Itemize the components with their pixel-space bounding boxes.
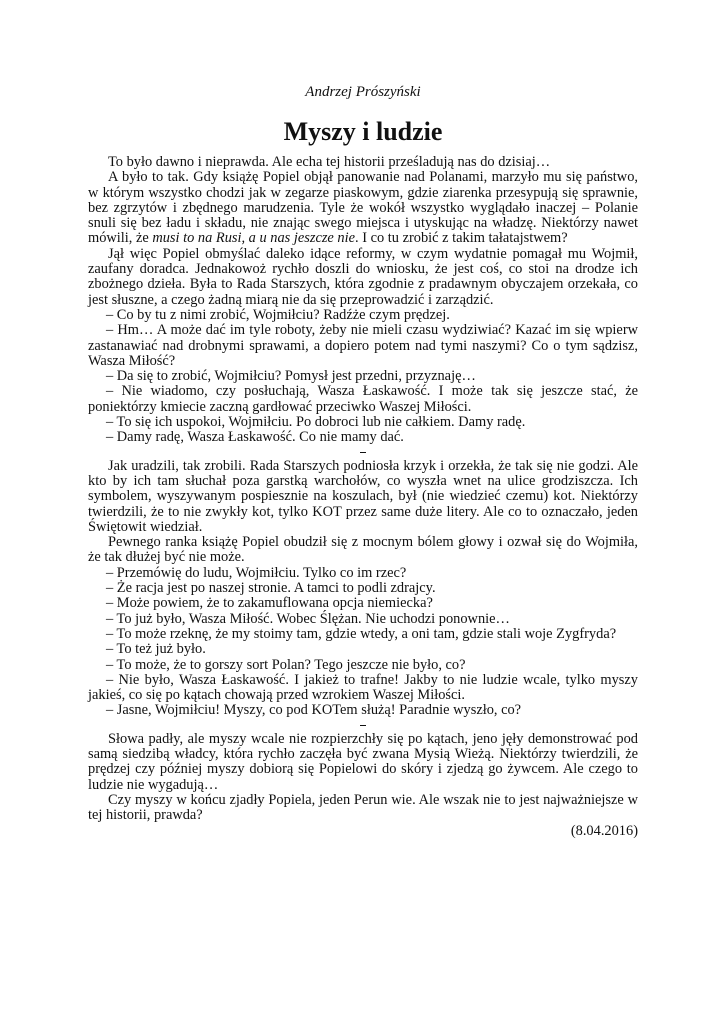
paragraph: Słowa padły, ale myszy wcale nie rozpierzchły się po kątach, jeno jęły demonstrować pod samą siedzibą władcy, która rychło zaczęła być zwana Mysią Wieżą. Niektórzy twierdzili, że prędzej czy później myszy dobiorą się Popielowi do skóry i zjedzą go żywcem. Ale czego to ludzie nie wygadują… [88,730,638,793]
dialogue-line: – To może, że to gorszy sort Polan? Tego jeszcze nie było, co? [106,656,466,673]
section-separator [88,446,638,459]
dialogue-line: – Hm… A może dać im tyle roboty, żeby nie mieli czasu wydziwiać? Kazać im się wpierw zastanawiać nad drobnymi sprawami, a dopiero potem nad tymi naszymi? Co o tym sądzisz, Wasza Miłość? [88,322,638,369]
dialogue-line: – To też już było. [106,641,206,658]
dialogue-line: – To się ich uspokoi, Wojmiłciu. Po dobroci lub nie całkiem. Damy radę. [106,414,526,431]
dialogue-line: – Przemówię do ludu, Wojmiłciu. Tylko co im rzec? [106,564,407,581]
paragraph: Jak uradzili, tak zrobili. Rada Starszych podniosła krzyk i orzekła, że tak się nie godzi. Ale kto by ich tam słuchał poza garstką warchołów, co wyszła wnet na ulice grodziszcza. Ich symbolem, wyszywanym pospiesznie na koszulach, był (nie wiedzieć czemu) kot. Niektórzy twierdzili, że to nie zwykły kot, tylko KOT przez same duże litery. Ale co to oznaczało, jeden Świętowit wiedział. [88,457,638,535]
dialogue-line: – To może rzeknę, że my stoimy tam, gdzie wtedy, a oni tam, gdzie stali woje Zygfryda? [106,625,617,642]
section-2 [88,459,638,719]
section-separator [88,719,638,732]
dialogue-line: – Nie wiadomo, czy posłuchają, Wasza Łaskawość. I może tak się jeszcze stać, że poniektórzy kmiecie zaczną gardłować przeciwko Waszej Miłości. [88,383,638,415]
dialogue-line: – To już było, Wasza Miłość. Wobec Ślężan. Nie uchodzi ponownie… [106,610,510,627]
paragraph: A było to tak. Gdy książę Popiel objął panowanie nad Polanami, marzyło mu się państwo, w którym wszystko chodzi jak w zegarze piaskowym, gdzie ziarenka przesypują się sprawnie, bez zgrzytów i zbędnego marudzenia. Tyle że wokół wszystko wyglądało inaczej – Polanie snuli się bez ładu i składu, nie znając swego miejsca i utyskując na władzę. Niektórzy nawet mówili, że musi to na Rusi, a u nas jeszcze nie. I co tu zrobić z takim tałatajstwem? [88,169,638,247]
dialogue-line: – Może powiem, że to zakamuflowana opcja niemiecka? [106,595,433,612]
dialogue-line: – Damy radę, Wasza Łaskawość. Co nie mamy dać. [106,429,404,446]
paragraph: Czy myszy w końcu zjadły Popiela, jeden Perun wie. Ale wszak nie to jest najważniejsze w tej historii, prawda? [88,791,638,824]
paragraph: Jął więc Popiel obmyślać daleko idące reformy, w czym wydatnie pomagał mu Wojmił, zaufany doradca. Jednakowoż rychło doszli do wniosku, że jest coś, co stoi na drodze ich zbożnego dzieła. Była to Rada Starszych, która zgodnie z pradawnym obyczajem orzekała, co jest słuszne, a czego żadną miarą nie da się przeprowadzić i zarządzić. [88,245,638,308]
italic-quote: musi to na Rusi, a u nas jeszcze nie [152,230,356,247]
paragraph: To było dawno i nieprawda. Ale echa tej historii prześladują nas do dzisiaj… [108,154,551,170]
section-1 [88,155,638,446]
dialogue-line: – Da się to zrobić, Wojmiłciu? Pomysł jest przedni, przyznaję… [106,368,476,385]
dialogue-line: – Nie było, Wasza Łaskawość. I jakież to trafne! Jakby to nie ludzie wcale, tylko myszy jakieś, co się po kątach chowają przed wzrokiem Waszej Miłości. [88,671,638,704]
date-note: (8.04.2016) [570,823,638,840]
author-name: Andrzej Prószyński [305,84,421,100]
dialogue-line: – Co by tu z nimi zrobić, Wojmiłciu? Radźże czym prędzej. [106,306,450,323]
paragraph: Pewnego ranka książę Popiel obudził się z mocnym bólem głowy i ozwał się do Wojmiła, że tak dłużej być nie może. [88,534,638,566]
section-3 [88,732,638,824]
dialogue-line: – Jasne, Wojmiłciu! Myszy, co pod KOTem służą! Paradnie wyszło, co? [106,702,522,719]
page-title: Myszy i ludzie [283,117,443,146]
dialogue-line: – Że racja jest po naszej stronie. A tamci to podli zdrajcy. [106,580,436,597]
document-page [88,82,638,840]
